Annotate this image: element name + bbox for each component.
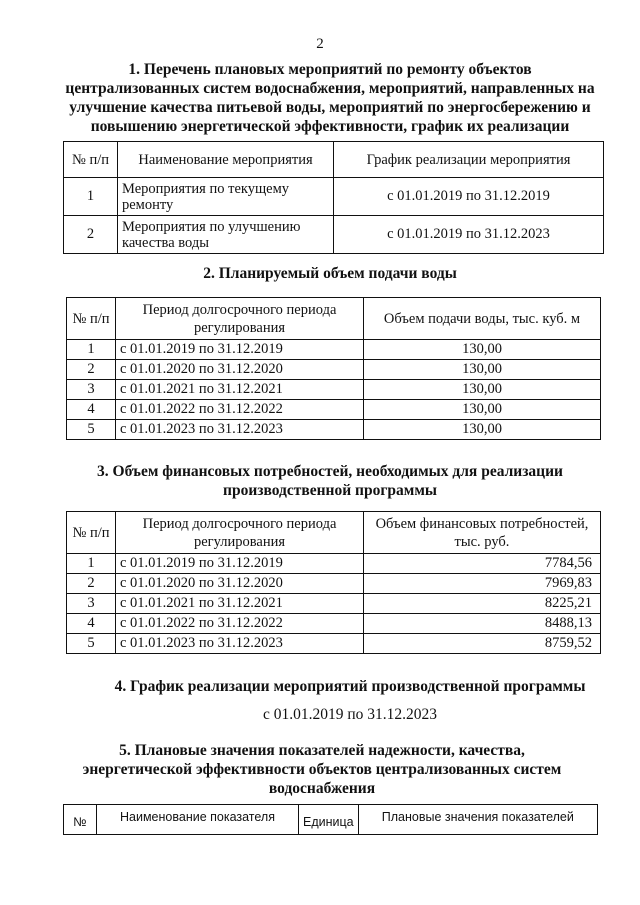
- table-header-row: [64, 805, 598, 835]
- row-number: 3: [67, 380, 116, 400]
- row-value: 130,00: [364, 420, 601, 440]
- row-number: 1: [64, 178, 118, 216]
- row-number: 5: [67, 420, 116, 440]
- table-row: [67, 554, 601, 574]
- row-value: 130,00: [364, 360, 601, 380]
- row-name: Мероприятия по текущему ремонту: [118, 178, 334, 216]
- col-number: №: [64, 805, 97, 835]
- table-header-row: [64, 142, 604, 178]
- col-number: № п/п: [64, 142, 118, 178]
- row-period: с 01.01.2022 по 31.12.2022: [116, 400, 364, 420]
- row-number: 1: [67, 340, 116, 360]
- section4-title: 4. График реализации мероприятий производственной программы: [114, 678, 586, 695]
- table-row: [67, 634, 601, 654]
- row-period: с 01.01.2021 по 31.12.2021: [116, 594, 364, 614]
- row-schedule: с 01.01.2019 по 31.12.2019: [334, 178, 604, 216]
- row-value: 8488,13: [364, 614, 601, 634]
- row-number: 2: [67, 574, 116, 594]
- row-schedule: с 01.01.2019 по 31.12.2023: [334, 216, 604, 254]
- table-row: [67, 594, 601, 614]
- table-row: [64, 178, 604, 216]
- row-value: 8759,52: [364, 634, 601, 654]
- section4-period: с 01.01.2019 по 31.12.2023: [262, 706, 438, 723]
- row-value: 130,00: [364, 380, 601, 400]
- table-row: [67, 380, 601, 400]
- section2-table: [66, 297, 601, 440]
- col-planned: Плановые значения показателей: [358, 805, 597, 835]
- col-name: Наименование мероприятия: [118, 142, 334, 178]
- row-period: с 01.01.2022 по 31.12.2022: [116, 614, 364, 634]
- table-row: [67, 360, 601, 380]
- row-number: 2: [67, 360, 116, 380]
- col-finance: Объем финансовых потребностей, тыс. руб.: [364, 512, 601, 554]
- col-period: Период долгосрочного периода регулирования: [116, 512, 364, 554]
- row-period: с 01.01.2020 по 31.12.2020: [116, 574, 364, 594]
- row-number: 3: [67, 594, 116, 614]
- row-number: 1: [67, 554, 116, 574]
- row-period: с 01.01.2023 по 31.12.2023: [116, 420, 364, 440]
- row-period: с 01.01.2023 по 31.12.2023: [116, 634, 364, 654]
- row-period: с 01.01.2019 по 31.12.2019: [116, 340, 364, 360]
- row-period: с 01.01.2019 по 31.12.2019: [116, 554, 364, 574]
- section5-title: 5. Плановые значения показателей надежности, качества, энергетической эффективности объектов централизованных систем водоснабжения: [82, 742, 562, 797]
- col-number: № п/п: [67, 512, 116, 554]
- table-header-row: [67, 512, 601, 554]
- col-schedule: График реализации мероприятия: [334, 142, 604, 178]
- row-value: 7784,56: [364, 554, 601, 574]
- table-header-row: [67, 298, 601, 340]
- row-name: Мероприятия по улучшению качества воды: [118, 216, 334, 254]
- section2-title: 2. Планируемый объем подачи воды: [203, 265, 457, 282]
- table-row: [67, 400, 601, 420]
- table-row: [64, 216, 604, 254]
- row-number: 4: [67, 400, 116, 420]
- row-period: с 01.01.2021 по 31.12.2021: [116, 380, 364, 400]
- table-row: [67, 614, 601, 634]
- table-row: [67, 420, 601, 440]
- col-period: Период долгосрочного периода регулирования: [116, 298, 364, 340]
- table-row: [67, 574, 601, 594]
- row-value: 130,00: [364, 400, 601, 420]
- col-unit: Единица: [299, 805, 359, 835]
- row-number: 5: [67, 634, 116, 654]
- row-period: с 01.01.2020 по 31.12.2020: [116, 360, 364, 380]
- row-value: 8225,21: [364, 594, 601, 614]
- row-value: 130,00: [364, 340, 601, 360]
- page-number: 2: [316, 36, 324, 52]
- row-number: 4: [67, 614, 116, 634]
- section1-title: 1. Перечень плановых мероприятий по ремонту объектов централизованных систем водоснабжения, мероприятий, направленных на улучшение качества питьевой воды, мероприятий по энергосбережению и повышению энергетической эффективности, график их реализации: [65, 61, 595, 135]
- col-indicator: Наименование показателя: [97, 805, 299, 835]
- section3-title: 3. Объем финансовых потребностей, необходимых для реализации производственной программы: [97, 463, 563, 499]
- row-value: 7969,83: [364, 574, 601, 594]
- section3-table: [66, 511, 601, 654]
- table-row: [67, 340, 601, 360]
- col-number: № п/п: [67, 298, 116, 340]
- col-volume: Объем подачи воды, тыс. куб. м: [364, 298, 601, 340]
- section5-table: [63, 804, 598, 835]
- row-number: 2: [64, 216, 118, 254]
- section1-table: [63, 141, 604, 254]
